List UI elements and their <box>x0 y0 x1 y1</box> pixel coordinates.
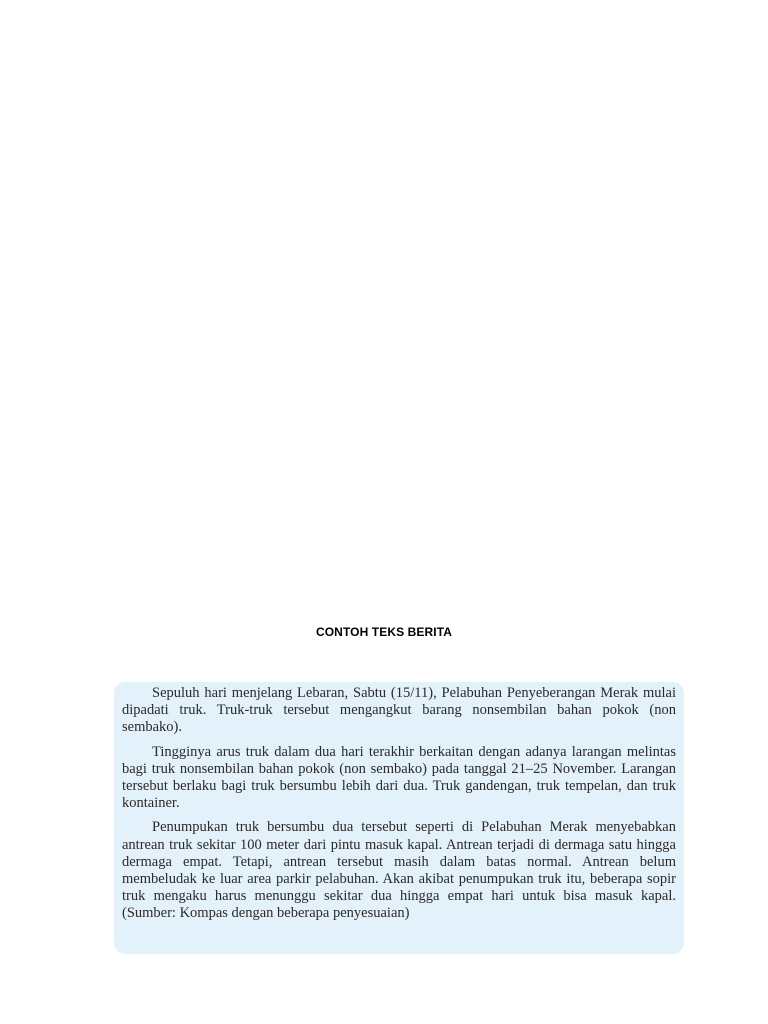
page-title: CONTOH TEKS BERITA <box>315 625 453 639</box>
news-paragraph-3: Penumpukan truk bersumbu dua tersebut seperti di Pelabuhan Merak menyebabkan antrean truk sekitar 100 meter dari pintu masuk kapal. Antrean terjadi di dermaga satu hingga dermaga empat. Tetapi, antrean tersebut masih dalam batas normal. Antrean belum membeludak ke luar area parkir pelabuhan. Akan akibat penumpukan truk itu, beberapa sopir truk mengaku harus menunggu sekitar dua hingga empat hari untuk bisa masuk kapal. (Sumber: Kompas dengan beberapa penyesuaian) <box>122 819 676 922</box>
news-text-box <box>114 682 684 954</box>
news-paragraph-1: Sepuluh hari menjelang Lebaran, Sabtu (15/11), Pelabuhan Penyeberangan Merak mulai dipadati truk. Truk-truk tersebut mengangkut barang nonsembilan bahan pokok (non sembako). <box>122 685 676 736</box>
news-paragraph-2: Tingginya arus truk dalam dua hari terakhir berkaitan dengan adanya larangan melintas bagi truk nonsembilan bahan pokok (non sembako) pada tanggal 21–25 November. Larangan tersebut berlaku bagi truk bersumbu lebih dari dua. Truk gandengan, truk tempelan, dan truk kontainer. <box>122 743 676 812</box>
